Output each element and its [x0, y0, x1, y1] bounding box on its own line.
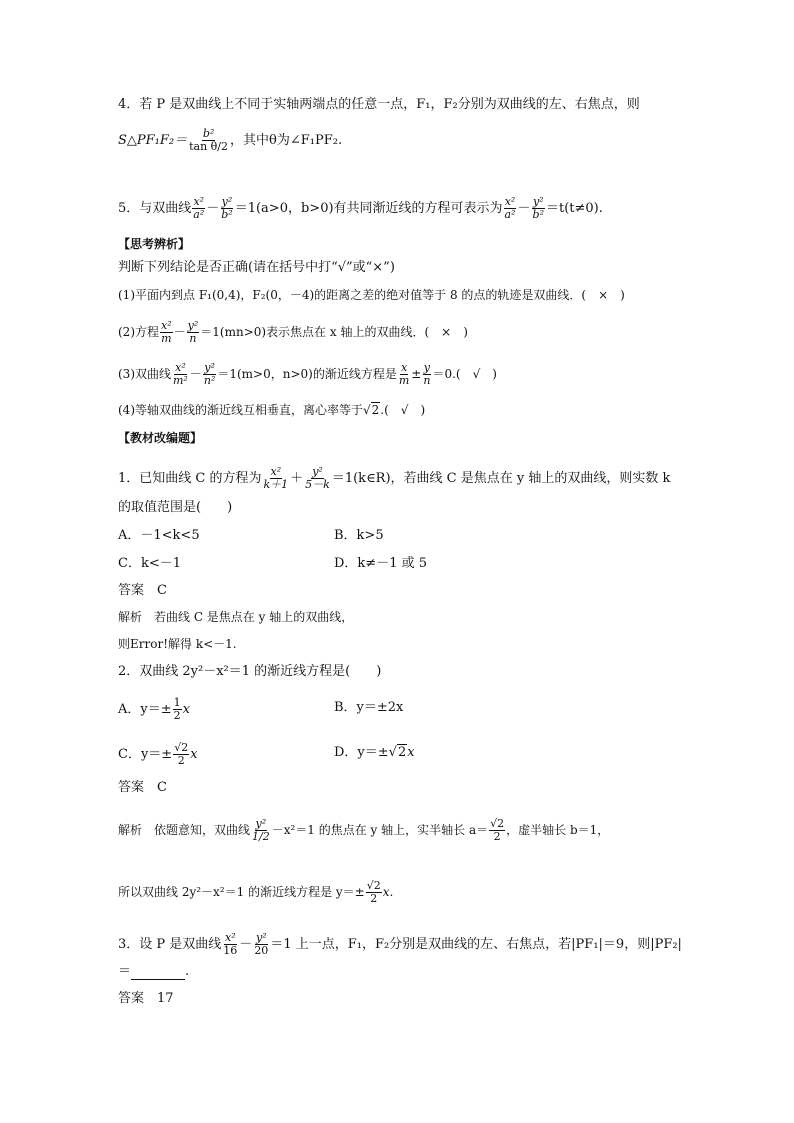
ex2-option-a: A．y＝± $\frac{1}{2}$ x — [118, 696, 190, 722]
ex1-solution-1: 解析 若曲线 C 是焦点在 y 轴上的双曲线， — [118, 610, 354, 624]
ex1-answer: 答案 C — [118, 583, 167, 598]
ex2-option-b: B．y＝±2x — [334, 700, 404, 715]
item-5: 5．与双曲线 $\frac{\text{x²}}{\text{a²}}$ － $\frac{\text{y²}}{\text{b²}}$ ＝1(a>0，b>0)有共同渐近线的方程可表示为 $\frac{\text{x²}}{\text{a²}}$ － $\frac{\text{y²}}{\text{b²}}$ ＝t(t≠0). — [118, 195, 603, 221]
think-q3: (3)双曲线 $\frac{\text{x²}}{\text{m²}}$ － $\frac{\text{y²}}{\text{n²}}$ ＝1(m>0，n>0)的渐近线方程是 $\frac{x}{m}$ ± $\frac{y}{n}$ ＝0.( √ ) — [118, 361, 497, 387]
ex1-question-line2: 的取值范围是( ) — [118, 500, 233, 515]
ex3-question-line2: ＝ . — [118, 964, 190, 979]
ex3-question: 3．设 P 是双曲线 $\frac{\text{x²}}{16}$ － $\frac{\text{y²}}{20}$ ＝1 上一点，F₁，F₂分别是双曲线的左、右焦点，若|PF₁|＝9，则|PF₂| — [118, 931, 682, 957]
ex1-option-c: C．k<－1 — [118, 556, 181, 571]
think-q1: (1)平面内到点 F₁(0,4)，F₂(0，－4)的距离之差的绝对值等于 8 的点的轨迹是双曲线．( × ) — [118, 288, 625, 302]
section-think-title: 【思考辨析】 — [118, 237, 191, 251]
item-4-line1: 4．若 P 是双曲线上不同于实轴两端点的任意一点，F₁，F₂分别为双曲线的左、右焦点，则 — [118, 97, 640, 112]
ex2-question: 2．双曲线 2y²－x²＝1 的渐近线方程是( ) — [118, 664, 382, 679]
section-textbook-title: 【教材改编题】 — [118, 431, 203, 445]
ex1-question: 1．已知曲线 C 的方程为 $\frac{\text{x²}}{k+1}$ ＋ $\frac{\text{y²}}{5-k}$ ＝1(k∈R)，若曲线 C 是焦点在 y 轴上的双曲线，则实数 k — [118, 465, 671, 491]
ex1-option-a: A．－1<k<5 — [118, 528, 200, 543]
ex2-solution-2: 所以双曲线 2y²－x²＝1 的渐近线方程是 y＝± $\frac{√2}{2}$ x. — [118, 879, 394, 905]
think-q2: (2)方程 $\frac{\text{x²}}{m}$ － $\frac{\text{y²}}{n}$ ＝1(mn>0)表示焦点在 x 轴上的双曲线．( × ) — [118, 319, 468, 345]
area-fraction: $\frac{\text{b²}}{\text{tan θ/2}}$ — [189, 127, 229, 153]
ex2-answer: 答案 C — [118, 780, 167, 795]
ex2-option-c: C．y＝± $\frac{√2}{2}$ x — [118, 741, 198, 767]
think-q4: (4)等轴双曲线的渐近线互相垂直，离心率等于√2.( √ ) — [118, 403, 426, 417]
think-intro: 判断下列结论是否正确(请在括号中打“√”或“×”) — [118, 260, 395, 275]
ex1-option-b: B．k>5 — [334, 528, 384, 543]
answer-blank[interactable] — [131, 967, 185, 980]
ex1-option-d: D．k≠－1 或 5 — [334, 556, 427, 571]
ex3-answer: 答案 17 — [118, 991, 174, 1006]
ex1-solution-2: 则Error!解得 k<－1. — [118, 637, 237, 651]
ex2-solution-1: 解析 依题意知，双曲线 $\frac{\text{y²}}{1/2}$ －x²＝1 的焦点在 y 轴上，实半轴长 a＝ $\frac{√2}{2}$ ，虚半轴长 b＝1， — [118, 817, 610, 843]
ex2-option-d: D．y＝±√2x — [334, 745, 415, 760]
area-symbol: S△PF₁F₂＝ — [118, 133, 188, 148]
item-4-line2: S△PF₁F₂＝ $\frac{\text{b²}}{\text{tan θ/2}}$ ，其中θ为∠F₁PF₂. — [118, 127, 343, 153]
